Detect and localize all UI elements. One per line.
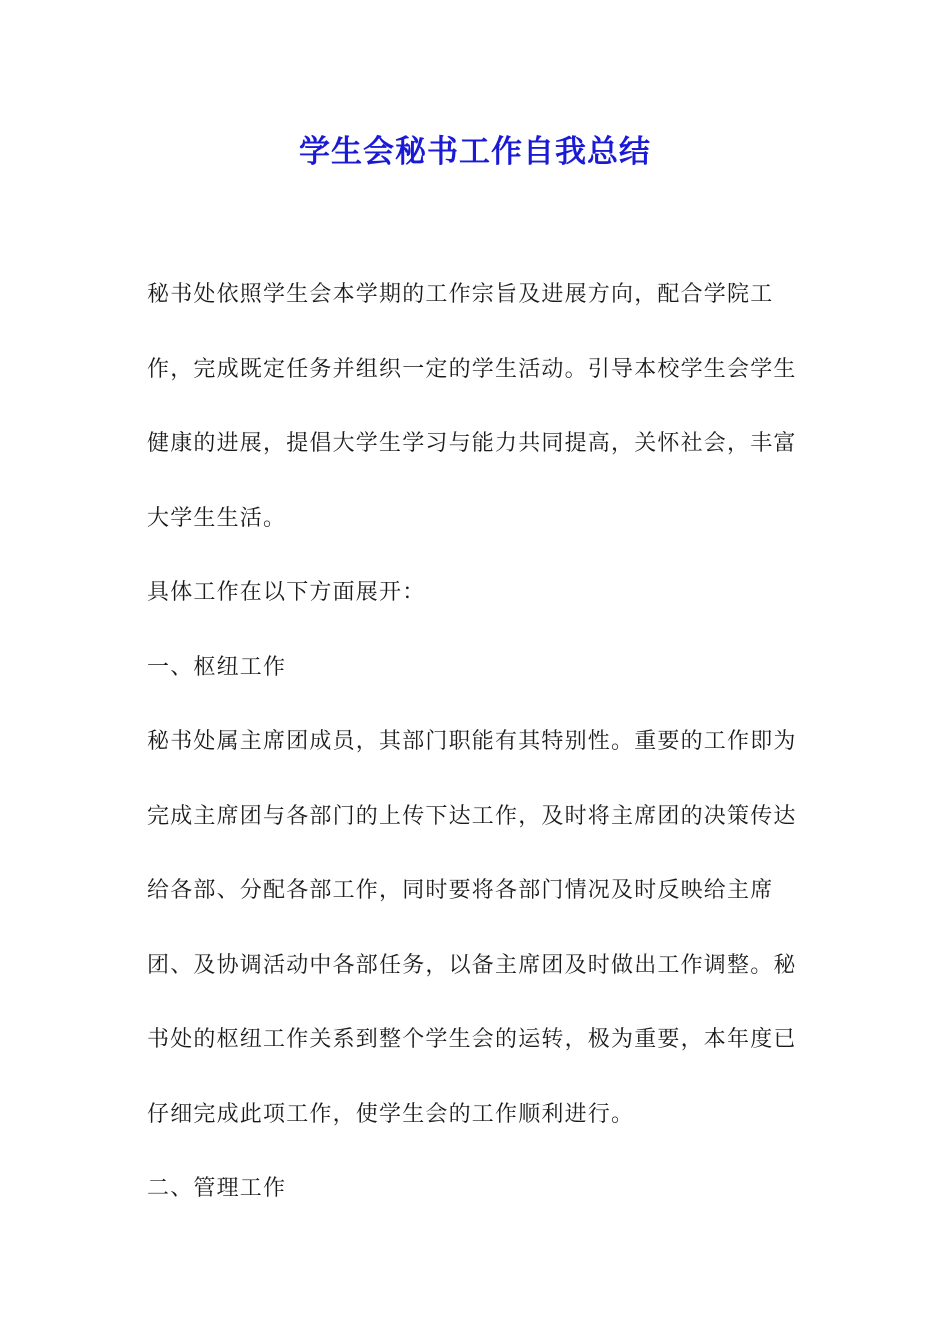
document-title: 学生会秘书工作自我总结 bbox=[299, 134, 651, 170]
section-heading-hub-work: 一、枢纽工作 bbox=[147, 654, 287, 680]
paragraph-intro: 秘书处依照学生会本学期的工作宗旨及进展方向，配合学院工作，完成既定任务并组织一定的学生活动。引导本校学生会学生健康的进展，提倡大学生学习与能力共同提高，关怀社会，丰富大学生生活。 bbox=[147, 282, 797, 531]
paragraph-overview: 具体工作在以下方面展开： bbox=[147, 580, 426, 605]
document-body bbox=[147, 258, 807, 1227]
paragraph-hub-work: 秘书处属主席团成员，其部门职能有其特别性。重要的工作即为完成主席团与各部门的上传下达工作，及时将主席团的决策传达给各部、分配各部工作，同时要将各部门情况及时反映给主席团、及协调活动中各部任务，以备主席团及时做出工作调整。秘书处的枢纽工作关系到整个学生会的运转，极为重要，本年度已仔细完成此项工作，使学生会的工作顺利进行。 bbox=[147, 729, 797, 1127]
section-heading-management-work: 二、管理工作 bbox=[147, 1176, 287, 1201]
